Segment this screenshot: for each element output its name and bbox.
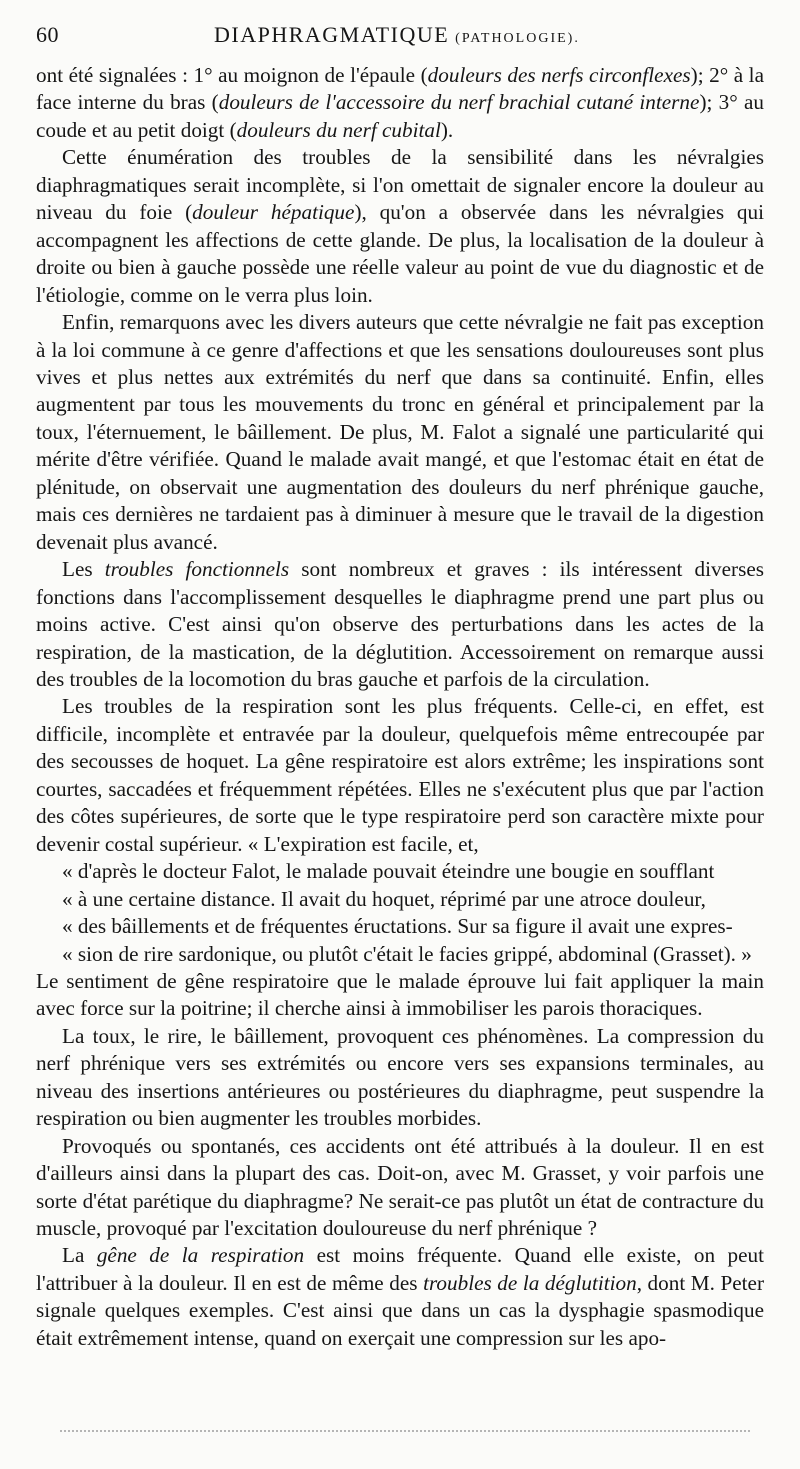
text-run: Les troubles de la respiration sont les plus fréquents. Celle-ci, en effet, est difficile, incomplète et entravée par la douleur, quelquefois même entrecoupée par des secousses de hoquet. La gêne respiratoire est alors extrême; les inspirations sont courtes, saccadées et fréquemment répétées. Elles ne s'exécutent plus que par l'action des côtes supérieures, de sorte que le type respiratoire perd son caractère mixte pour devenir costal supérieur. « L'expiration est facile, et, <box>36 694 764 856</box>
footer-dotted-rule <box>60 1430 750 1432</box>
running-title: DIAPHRAGMATIQUE <box>214 22 450 47</box>
paragraph-3: Enfin, remarquons avec les divers auteurs que cette névralgie ne fait pas exception à la loi commune à ce genre d'affections et que les sensations douloureuses sont plus vives et plus nettes aux extrémités du nerf que dans sa continuité. Enfin, elles augmentent par tous les mouvements du tronc en général et principalement par la toux, l'éternuement, le bâillement. De plus, M. Falot a signalé une particularité qui mérite d'être vérifiée. Quand le malade avait mangé, et que l'estomac était en état de plénitude, on observait une augmentation des douleurs du nerf phrénique gauche, mais ces dernières ne tardaient pas à diminuer à mesure que le travail de la digestion devenait plus avancé. <box>36 310 764 554</box>
text-run: ). <box>440 117 454 142</box>
italic-run: gêne de la respiration <box>96 1243 305 1268</box>
page-number: 60 <box>36 22 59 47</box>
paragraph-7: Provoqués ou spontanés, ces accidents ont été attribués à la douleur. Il en est d'ailleurs ainsi dans la plupart des cas. Doit-on, avec M. Grasset, y voir parfois une sorte d'état parétique du diaphragme? Ne serait-ce pas plutôt un état de contracture du muscle, provoqué par l'excitation douloureuse du nerf phrénique ? <box>36 1133 764 1241</box>
text-run: Cette énumération des troubles de la sensibilité dans les névralgies diaphragmatiques serait incomplète, si l'on omettait de signaler encore la douleur au niveau du foie ( <box>36 145 764 225</box>
text-run: est moins fréquente. Quand elle existe, on peut l'attribuer à la douleur. Il en est de même des <box>36 1243 764 1295</box>
italic-run: douleurs de l'accessoire du nerf brachial cutané interne <box>218 90 700 115</box>
running-subtitle: (PATHOLOGIE). <box>455 31 580 46</box>
page <box>36 22 764 1352</box>
quote-line: « des bâillements et de fréquentes éructations. Sur sa figure il avait une expres- <box>62 914 733 939</box>
text-run: Les <box>62 557 105 582</box>
text-run: , dont M. Peter signale quelques exemples. C'est ainsi que dans un cas la dysphagie spasmodique était extrêmement intense, quand on exerçait une compression sur les apo- <box>36 1270 765 1350</box>
quote-line: « à une certaine distance. Il avait du hoquet, réprimé par une atroce douleur, <box>62 886 706 911</box>
paragraph-5 <box>36 693 764 1022</box>
paragraph-8 <box>36 1242 764 1352</box>
page-body <box>36 62 764 1352</box>
running-header <box>36 22 764 62</box>
text-run: Le sentiment de gêne respiratoire que le malade éprouve lui fait appliquer la main avec force sur la poitrine; il cherche ainsi à immobiliser les parois thoraciques. <box>36 968 764 1021</box>
paragraph-4 <box>36 556 764 693</box>
paragraph-6: La toux, le rire, le bâillement, provoquent ces phénomènes. La compression du nerf phrénique vers ses extrémités ou encore vers ses expansions terminales, au niveau des insertions antérieures ou postérieures du diaphragme, peut suspendre la respiration ou bien augmenter les troubles morbides. <box>36 1023 764 1131</box>
text-run: ); 2° à la face interne du bras ( <box>36 63 764 115</box>
quote-line: « d'après le docteur Falot, le malade pouvait éteindre une bougie en soufflant <box>62 859 715 884</box>
text-run: ont été signalées : 1° au moignon de l'épaule ( <box>36 63 428 87</box>
text-run: sont nombreux et graves : ils intéressent diverses fonctions dans l'accomplissement desquelles le diaphragme prend une part plus ou moins active. C'est ainsi qu'on observe des perturbations dans les actes de la respiration, de la mastication, de la déglutition. Accessoirement on remarque aussi des troubles de la locomotion du bras gauche et parfois de la circulation. <box>36 557 764 691</box>
italic-run: douleurs du nerf cubital <box>236 117 441 142</box>
quote-line: « sion de rire sardonique, ou plutôt c'était le facies grippé, abdominal (Grasset). » <box>62 941 752 966</box>
italic-run: troubles de la déglutition <box>423 1270 637 1295</box>
italic-run: troubles fonctionnels <box>104 557 290 582</box>
paragraph-2 <box>36 144 764 309</box>
text-run: ); 3° au coude et au petit doigt ( <box>36 90 764 142</box>
paragraph-1 <box>36 62 764 144</box>
text-run: La <box>62 1243 97 1268</box>
italic-run: douleurs des nerfs circonflexes <box>427 63 691 87</box>
text-run: ), qu'on a observée dans les névralgies qui accompagnent les affections de cette glande. De plus, la localisation de la douleur à droite ou bien à gauche possède une réelle valeur au point de vue du diagnostic et de l'étiologie, comme on le verra plus loin. <box>36 200 764 307</box>
italic-run: douleur hépatique <box>192 200 355 225</box>
